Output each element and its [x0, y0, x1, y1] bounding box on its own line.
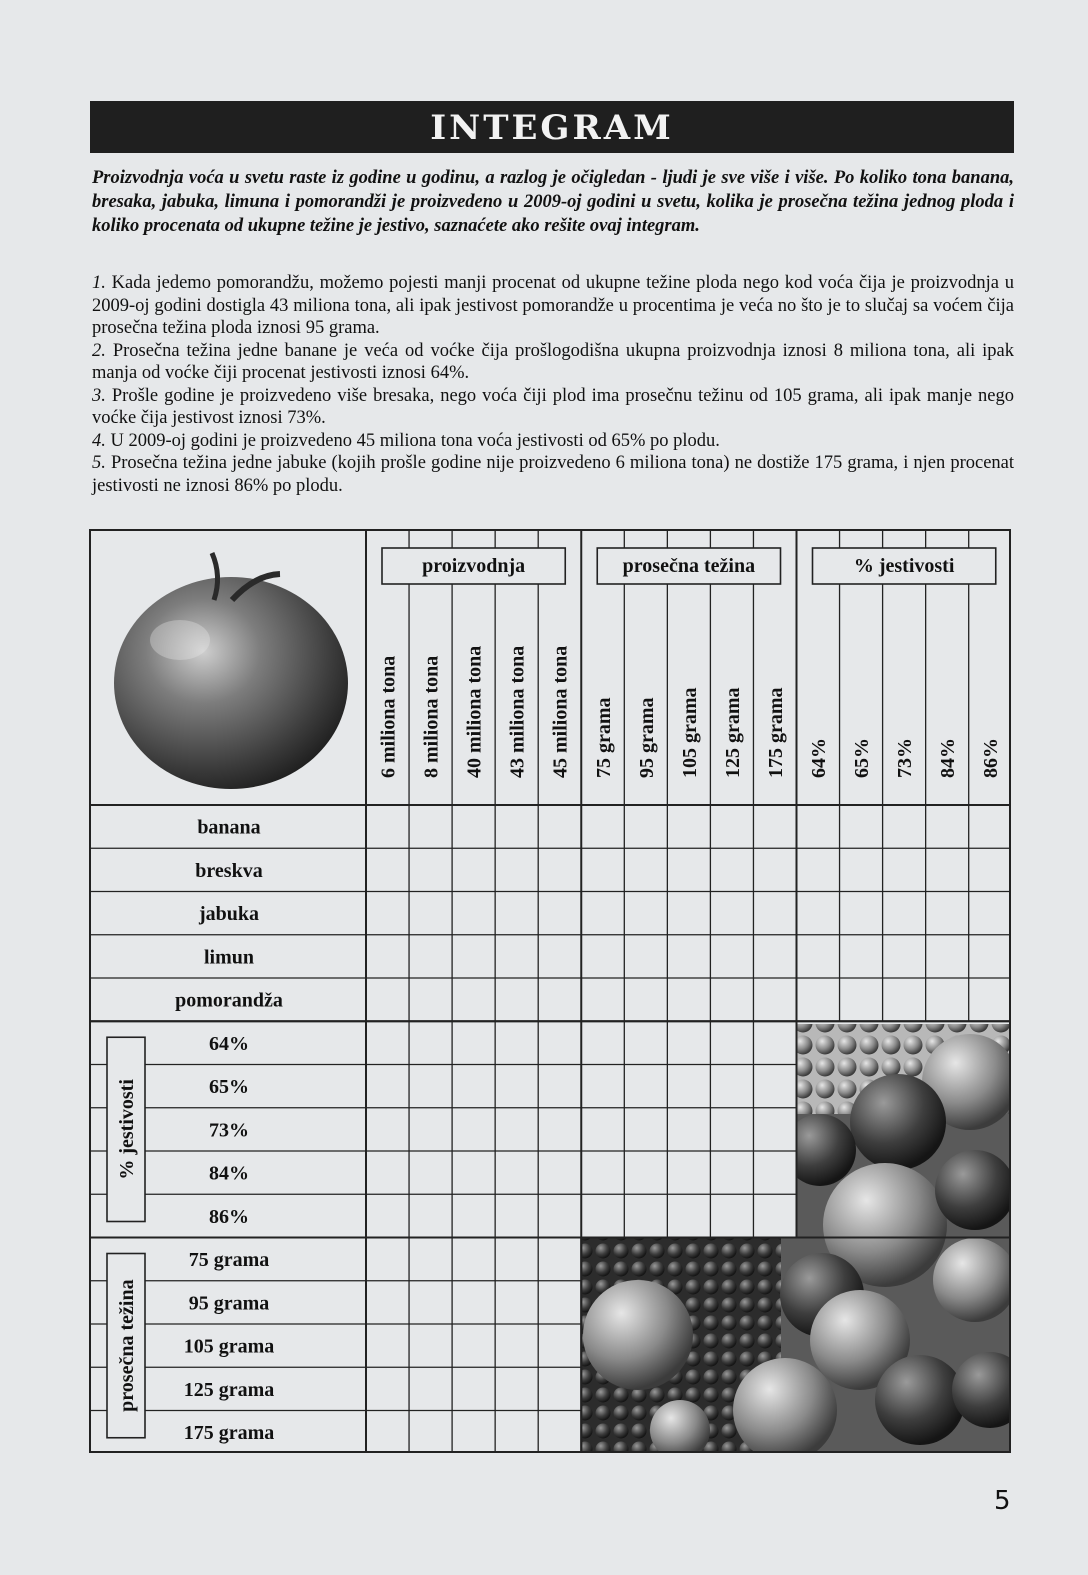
- page-number: 5: [994, 1486, 1011, 1516]
- column-label: 73%: [894, 738, 917, 778]
- clue-number: 3.: [92, 385, 112, 406]
- side-group-label: % jestivosti: [116, 1079, 138, 1180]
- column-label: 40 miliona tona: [463, 645, 486, 778]
- clue-text: Kada jedemo pomorandžu, možemo pojesti manji procenat od ukupne težine ploda nego kod voća čija je proizvodnja u 2009-oj godini dostigla 43 miliona tona, ali ipak jestivost pomorandže u procentima je veća no što je to slučaj sa voćem čija prosečna težina ploda iznosi 95 grama.: [92, 273, 1014, 338]
- column-label: 105 grama: [678, 687, 701, 778]
- row-label: pomorandža: [175, 989, 283, 1012]
- row-label: 75 grama: [188, 1249, 270, 1272]
- clue-text: Prosečna težina jedne jabuke (kojih prošle godine nije proizvedeno 6 miliona tona) ne dostiže 175 grama, i njen procenat jestivosti ne iznosi 86% po plodu.: [92, 453, 1015, 496]
- clue-number: 2.: [92, 340, 113, 361]
- row-label: 84%: [209, 1162, 249, 1185]
- group-header-label: prosečna težina: [622, 555, 756, 577]
- fruit-assortment-photo: [581, 1024, 1028, 1462]
- clue-number: 5.: [92, 453, 111, 473]
- row-label: breskva: [195, 859, 263, 882]
- row-label: banana: [197, 816, 261, 839]
- column-label: 84%: [937, 738, 960, 778]
- side-group-label: prosečna težina: [116, 1279, 138, 1412]
- clue-text: U 2009-oj godini je proizvedeno 45 miliona tona voća jestivosti od 65% po plodu.: [110, 430, 720, 451]
- row-label: 175 grama: [183, 1422, 275, 1445]
- column-label: 125 grama: [721, 687, 744, 778]
- column-label: 43 miliona tona: [506, 645, 529, 778]
- column-label: 65%: [851, 738, 874, 778]
- column-label: 64%: [808, 738, 831, 778]
- row-label: 105 grama: [183, 1335, 275, 1358]
- row-label: 125 grama: [183, 1378, 275, 1401]
- row-label: 86%: [209, 1205, 249, 1228]
- row-label: 73%: [209, 1119, 249, 1142]
- clue-number: 4.: [92, 430, 111, 451]
- apple-photo: [114, 553, 348, 789]
- group-header-label: % jestivosti: [853, 555, 955, 577]
- group-header-label: proizvodnja: [422, 555, 526, 577]
- title-banner: INTEGRAM: [90, 101, 1014, 153]
- column-label: 45 miliona tona: [549, 645, 572, 778]
- column-label: 75 grama: [592, 697, 615, 778]
- row-label: limun: [203, 946, 255, 969]
- clue-number: 1.: [92, 273, 112, 293]
- clue-text: Prosečna težina jedne banane je veća od voćke čija prošlogodišna ukupna proizvodnja iznosi 8 miliona tona, ali ipak manja od voćke čiji procenat jestivosti iznosi 64%.: [92, 340, 1015, 383]
- intro-text: Proizvodnja voća u svetu raste iz godine u godinu, a razlog je očigledan - ljudi je sve više i više. Po koliko tona banana, bresaka, jabuka, limuna i pomorandži je proizvedeno u 2009-oj godini u svetu, kolika je prosečna težina jednog ploda i koliko procenata od ukupne težine je jestivo, saznaćete ako rešite ovaj integram.: [92, 168, 1014, 236]
- row-label: 95 grama: [188, 1292, 270, 1315]
- column-label: 95 grama: [635, 697, 658, 778]
- row-label: 64%: [209, 1032, 249, 1055]
- column-label: 86%: [980, 738, 1003, 778]
- column-label: 8 miliona tona: [420, 655, 443, 778]
- column-label: 175 grama: [764, 687, 787, 778]
- column-label: 6 miliona tona: [377, 655, 400, 778]
- row-label: 65%: [209, 1076, 249, 1099]
- row-label: jabuka: [198, 903, 260, 926]
- clue-text: Prošle godine je proizvedeno više bresaka, nego voća čiji plod ima prosečnu težinu od 105 grama, ali ipak manje nego voćke čija jestivost iznosi 73%.: [92, 385, 1015, 428]
